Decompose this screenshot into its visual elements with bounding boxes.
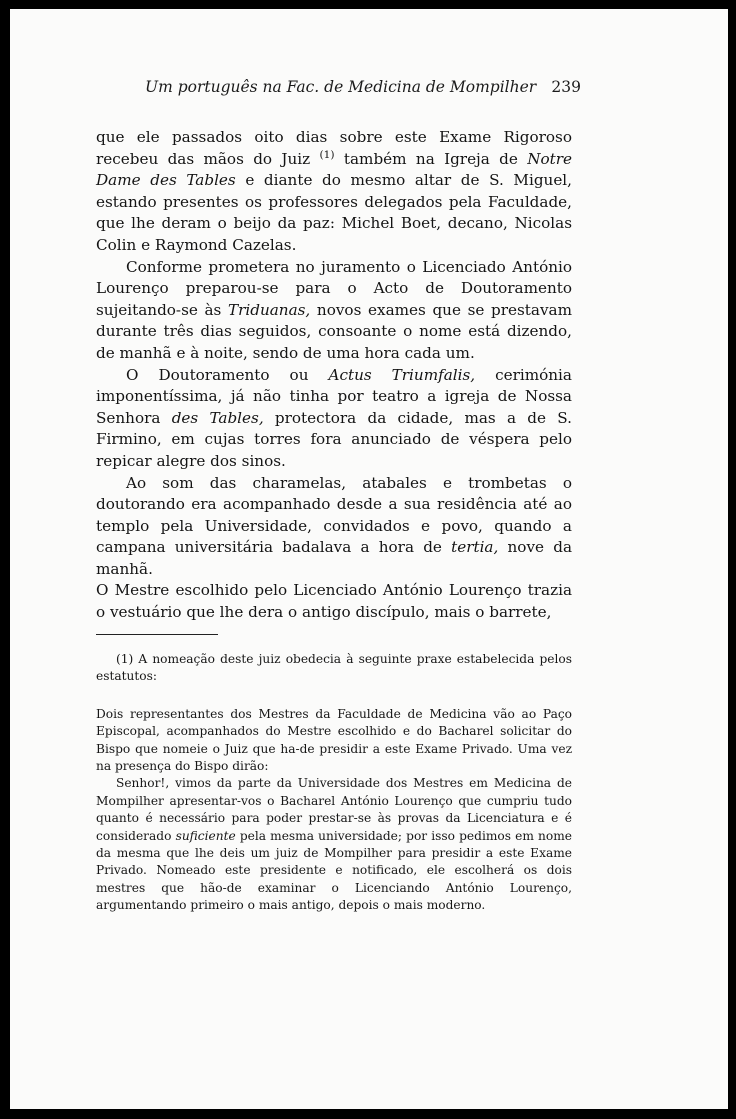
footnote-marker: (1) [116,652,134,666]
footnote-quote-2: Senhor!, vimos da parte da Universidade dos Mestres em Medicina de Mompilher apresentar-vos o Bacharel António Lourenço que cumpriu tudo quanto é necessário para poder prestar-se às provas da Licenciatura e é considerado suficiente pela mesma universidade; por isso pedimos em nome da mesma que lhe deis um juiz de Mompilher para presidir a este Exame Privado. Nomeado este presidente e notificado, ele escolherá os dois mestres que hão-de examinar o Licenciando António Lourenço, argumentando primeiro o mais antigo, depois o mais moderno. [96,776,572,913]
book-page [10,9,728,1109]
main-text [96,127,572,624]
paragraph-4: Ao som das charamelas, atabales e trombetas o doutorando era acompanhado desde a sua residência até ao templo pela Universidade, convidados e povo, quando a campana universitária badalava a hora de tertia, nove da manhã. [96,473,572,578]
page-number: 239 [551,78,581,96]
footnote-divider [96,634,218,635]
paragraph-2: Conforme prometera no juramento o Licenciado António Lourenço preparou-se para o Acto de Doutoramento sujeitando-se às Triduanas, novos exames que se prestavam durante três dias seguidos, consoante o nome está dizendo, de manhã e à noite, sendo de uma hora cada um. [96,257,572,362]
paragraph-1: que ele passados oito dias sobre este Exame Rigoroso recebeu das mãos do Juiz $^{(1)}$ também na Igreja de Notre Dame des Tables e diante do mesmo altar de S. Miguel, estando presentes os professores delegados pela Faculdade, que lhe deram o beijo da paz: Michel Boet, decano, Nicolas Colin e Raymond Cazelas. [96,128,573,254]
running-header [145,78,581,96]
footnote-quote-1: Dois representantes dos Mestres da Faculdade de Medicina vão ao Paço Episcopal, acompanhados do Mestre escolhido e do Bacharel solicitar do Bispo que nomeie o Juiz que ha-de presidir a este Exame Privado. Uma vez na presença do Bispo dirão: [96,706,572,774]
running-title: Um português na Fac. de Medicina de Mompilher [145,78,537,96]
footnote-1: (1) A nomeação deste juiz obedecia à seguinte praxe estabelecida pelos estatutos: [96,652,572,684]
paragraph-5: O Mestre escolhido pelo Licenciado António Lourenço trazia o vestuário que lhe dera o antigo discípulo, mais o barrete, [96,581,572,622]
footnote-reference: (1) [319,147,335,161]
paragraph-3: O Doutoramento ou Actus Triumfalis, cerimónia imponentíssima, já não tinha por teatro a igreja de Nossa Senhora des Tables, protectora da cidade, mas a de S. Firmino, em cujas torres fora anunciado de véspera pelo repicar alegre dos sinos. [96,365,572,470]
footnotes [96,651,572,915]
